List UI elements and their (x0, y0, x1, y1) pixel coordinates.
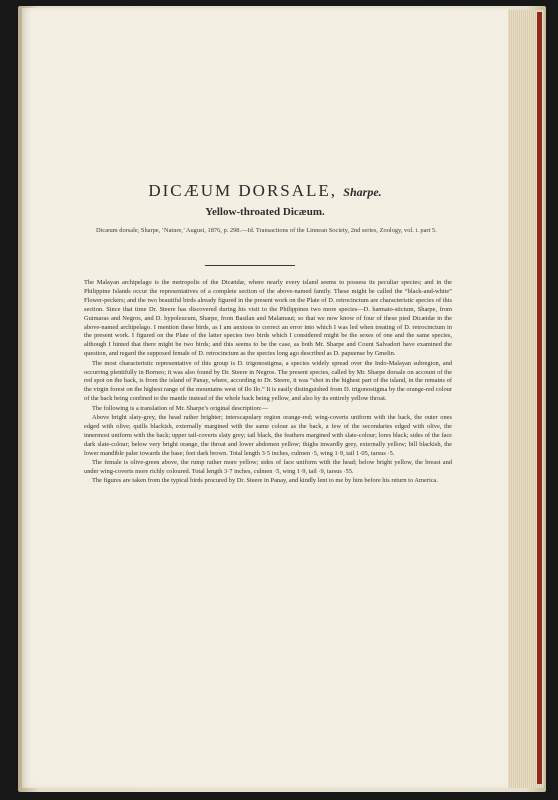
common-name: Yellow-throated Dicæum. (205, 206, 325, 218)
binding-edge (537, 12, 542, 784)
species-author: Sharpe. (343, 185, 382, 199)
section-divider (205, 265, 295, 266)
paragraph: The figures are taken from the typical birds procured by Dr. Steere in Panay, and kindly lent to me by him before his return to America. (92, 477, 438, 485)
paragraph: Above bright slaty-grey, the head rather brighter; interscapulary region orange-red; wing-coverts uniform with the back, the outer ones edged with olive; quills blackish, externally margined with the same colour as the back, a few of the secondaries edged with olive, the innermost uniform with the back; upper tail-coverts slaty grey; tail black, the feathers margined with slate-colour; lores black; sides of the face dark slate-colour; below very bright orange, the throat and lower abdomen yellow; thighs inwardly grey, externally yellow; bill blackish, the lower mandible paler towards the base; feet dark brown. Total length 3·5 inches, culmen ·5, wing 1·9, tail 1·05, tarsus ·5. (84, 414, 452, 457)
description-body (84, 279, 452, 487)
paragraph: The most characteristic representative of this group is D. trigonostigma, a species widely spread over the Indo-Malayan subregion, and occurring plentifully in Borneo; it was also found by Dr. Steere in Negros. The present species, called by Mr. Sharpe dorsale on account of the red spot on the back, is from the island of Panay, where, according to Dr. Steere, it was “shot in the highest part of the island, in the remains of the virgin forest on the highest range of the mountains west of Ilo Ilo.” It is easily distinguished from D. trigonostigma by the orange-red colour of the back being confined to the mantle instead of the whole back being yellow, and also by its entirely yellow throat. (84, 359, 452, 403)
species-title (22, 181, 508, 201)
species-name: DICÆUM DORSALE, (148, 181, 338, 200)
synonymy-references (84, 226, 444, 235)
paragraph: The following is a translation of Mr. Sharpe’s original description:— (92, 404, 269, 412)
paragraph: The female is olive-green above, the rump rather more yellow; sides of face uniform with the head; below bright yellow, the breast and under wing-coverts more richly coloured. Total length 3·7 inches, culmen ·5, wing 1·9, tail ·9, tarsus ·55. (84, 459, 452, 476)
reference-text: Dicæum dorsale, Sharpe, ‘Nature,’ August, 1876, p. 298.—Id. Transactions of the Linnean Society, 2nd series, Zoology, vol. i. part 5. (96, 227, 437, 234)
paragraph: The Malayan archipelago is the metropolis of the Dicæidæ, where nearly every island seems to possess its peculiar species; and in the Philippine Islands occur the representatives of a complete section of the above-named family. These might be called the “black-and-white” Flower-peckers; and the two beautiful birds already figured in the present work on the Plate of D. retrocinctum are characteristic species of this section. Since that time Dr. Steere has discovered during his visit to the Philippines two more species—D. hæmato-stictum, Sharpe, from Guimaras and Negros, and D. hypoleucum, Sharpe, from Basilan and Malamaui; so that we now know of four of these pied Dicæidæ in the above-named archipelago. I mention these birds, as I am anxious to correct an error into which I was led when treating of D. retrocinctum in the present work. I figured on the Plate of the latter species two birds which I considered might be the sexes of one and the same species, although I hinted that there might be two birds; and this seems to be the case, as both Mr. Sharpe and Count Salvadori have examined the question, and regard the supposed female of D. retrocinctum as the species long ago described as D. papuense by Gmelin. (84, 279, 452, 358)
